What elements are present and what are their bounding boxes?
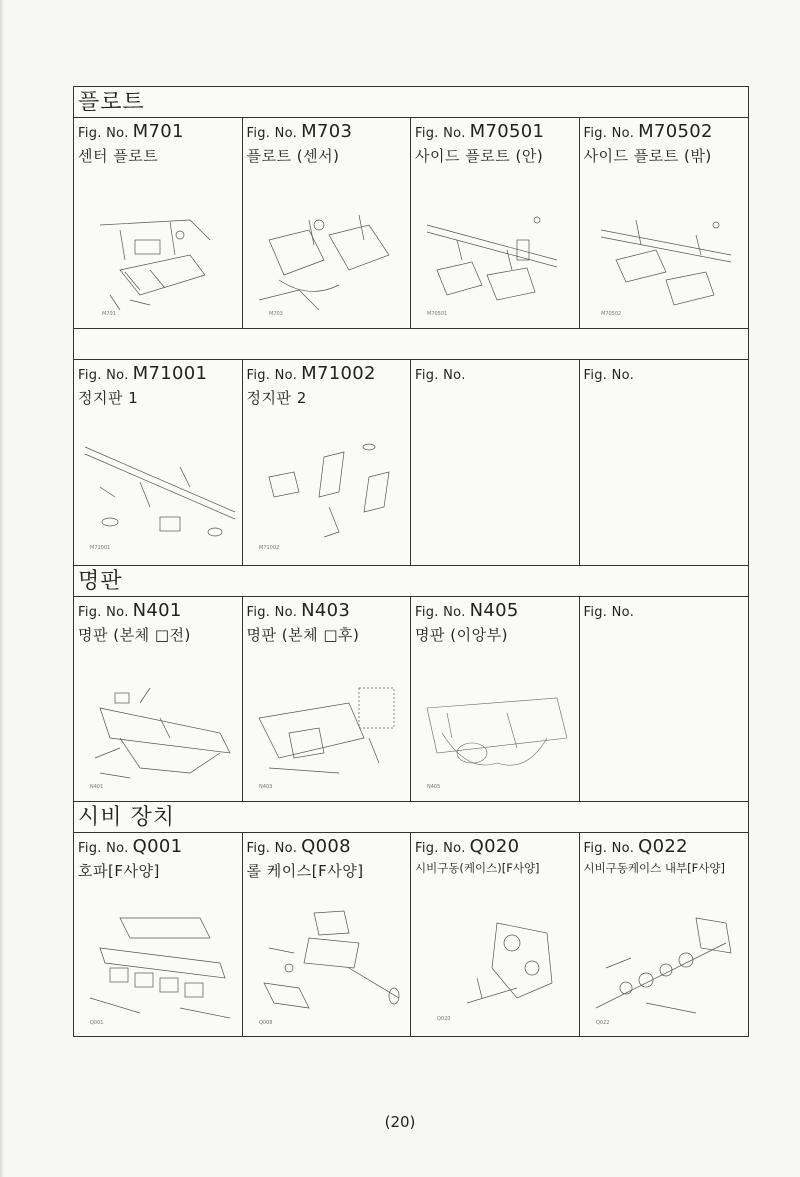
figure-row — [74, 118, 748, 329]
fig-code: M701 — [132, 121, 184, 142]
svg-text:N401: N401 — [90, 784, 104, 790]
fig-label: Fig. No. — [78, 126, 129, 141]
figure-cell-q001[interactable] — [74, 833, 243, 1036]
figure-cell-m70502[interactable] — [580, 118, 749, 328]
svg-text:N403: N403 — [258, 784, 272, 790]
fig-code: Q020 — [469, 836, 520, 857]
part-name: 정지판 2 — [246, 389, 307, 407]
figure-cell-q020[interactable] — [411, 833, 580, 1036]
exploded-diagram-thumbnail — [417, 200, 573, 320]
section-title-nameplate: 명판 — [74, 566, 748, 597]
figure-cell-n403[interactable] — [243, 597, 412, 801]
figure-row — [74, 833, 748, 1036]
fig-code: M71001 — [132, 363, 208, 384]
svg-text:M71002: M71002 — [258, 545, 279, 551]
part-name: 센터 플로트 — [78, 147, 159, 165]
section-title-float: 플로트 — [74, 87, 748, 118]
part-name: 롤 케이스[F사양] — [246, 862, 364, 880]
fig-code: Q022 — [638, 836, 688, 857]
figure-cell-m703[interactable] — [243, 118, 412, 328]
part-name: 호파[F사양] — [78, 862, 160, 880]
exploded-diagram-thumbnail — [417, 908, 573, 1028]
svg-text:N405: N405 — [427, 784, 441, 790]
svg-text:Q001: Q001 — [90, 1020, 104, 1026]
exploded-diagram-thumbnail — [80, 200, 236, 320]
page-number: (20) — [384, 1113, 416, 1131]
fig-label: Fig. No. — [78, 605, 129, 620]
svg-text:Q022: Q022 — [595, 1020, 609, 1026]
fig-label: Fig. No. — [415, 605, 466, 620]
svg-text:Q008: Q008 — [258, 1020, 272, 1026]
part-name: 시비구동(케이스)[F사양] — [415, 861, 540, 875]
fig-code: M70501 — [469, 121, 545, 142]
figure-cell-q008[interactable] — [243, 833, 412, 1036]
exploded-diagram-thumbnail — [249, 200, 405, 320]
figure-row — [74, 360, 748, 566]
part-name: 사이드 플로트 (밖) — [583, 147, 712, 165]
figure-cell-empty — [580, 597, 749, 801]
svg-text:M70501: M70501 — [427, 311, 448, 317]
fig-label: Fig. No. — [583, 368, 635, 383]
fig-code: M703 — [301, 121, 353, 142]
figure-cell-empty — [411, 360, 580, 565]
exploded-diagram-thumbnail — [249, 678, 405, 793]
parts-catalog-table — [73, 86, 749, 1037]
exploded-diagram-thumbnail — [249, 437, 405, 557]
fig-label: Fig. No. — [246, 841, 298, 856]
fig-label: Fig. No. — [78, 841, 129, 856]
exploded-diagram-thumbnail — [80, 437, 236, 557]
fig-label: Fig. No. — [583, 841, 635, 856]
part-name: 시비구동케이스 내부[F사양] — [583, 861, 725, 875]
fig-label: Fig. No. — [246, 368, 298, 383]
svg-text:M70502: M70502 — [600, 311, 621, 317]
figure-row — [74, 597, 748, 802]
part-name: 명판 (이앙부) — [415, 626, 508, 644]
svg-text:Q020: Q020 — [437, 1016, 451, 1022]
figure-cell-n405[interactable] — [411, 597, 580, 801]
fig-label: Fig. No. — [583, 126, 635, 141]
exploded-diagram-thumbnail — [586, 200, 743, 320]
fig-code: Q008 — [301, 836, 351, 857]
fig-label: Fig. No. — [246, 605, 298, 620]
empty-divider-row — [74, 329, 748, 360]
fig-code: N405 — [469, 600, 519, 621]
exploded-diagram-thumbnail — [249, 908, 405, 1028]
section-title-fertilizer-device: 시비 장치 — [74, 802, 748, 833]
fig-label: Fig. No. — [583, 605, 635, 620]
page-edge — [0, 0, 4, 1177]
figure-cell-m71001[interactable] — [74, 360, 243, 565]
fig-label: Fig. No. — [246, 126, 298, 141]
fig-code: N403 — [301, 600, 351, 621]
part-name: 플로트 (센서) — [246, 147, 340, 165]
fig-label: Fig. No. — [415, 841, 466, 856]
svg-text:M71001: M71001 — [90, 545, 111, 551]
figure-cell-empty — [580, 360, 749, 565]
exploded-diagram-thumbnail — [417, 678, 573, 793]
figure-cell-m70501[interactable] — [411, 118, 580, 328]
fig-label: Fig. No. — [415, 368, 466, 383]
part-name: 정지판 1 — [78, 389, 139, 407]
fig-label: Fig. No. — [78, 368, 129, 383]
part-name: 명판 (본체 □후) — [246, 626, 360, 644]
svg-text:M703: M703 — [268, 311, 283, 317]
figure-cell-m701[interactable] — [74, 118, 243, 328]
fig-label: Fig. No. — [415, 126, 466, 141]
figure-cell-m71002[interactable] — [243, 360, 412, 565]
fig-code: M71002 — [301, 363, 376, 384]
svg-text:M701: M701 — [102, 311, 116, 317]
part-name: 명판 (본체 □전) — [78, 626, 191, 644]
fig-code: Q001 — [132, 836, 183, 857]
exploded-diagram-thumbnail — [586, 908, 743, 1028]
fig-code: N401 — [132, 600, 182, 621]
exploded-diagram-thumbnail — [80, 678, 236, 793]
figure-cell-n401[interactable] — [74, 597, 243, 801]
fig-code: M70502 — [638, 121, 713, 142]
figure-cell-q022[interactable] — [580, 833, 749, 1036]
exploded-diagram-thumbnail — [80, 908, 236, 1028]
part-name: 사이드 플로트 (안) — [415, 147, 544, 165]
